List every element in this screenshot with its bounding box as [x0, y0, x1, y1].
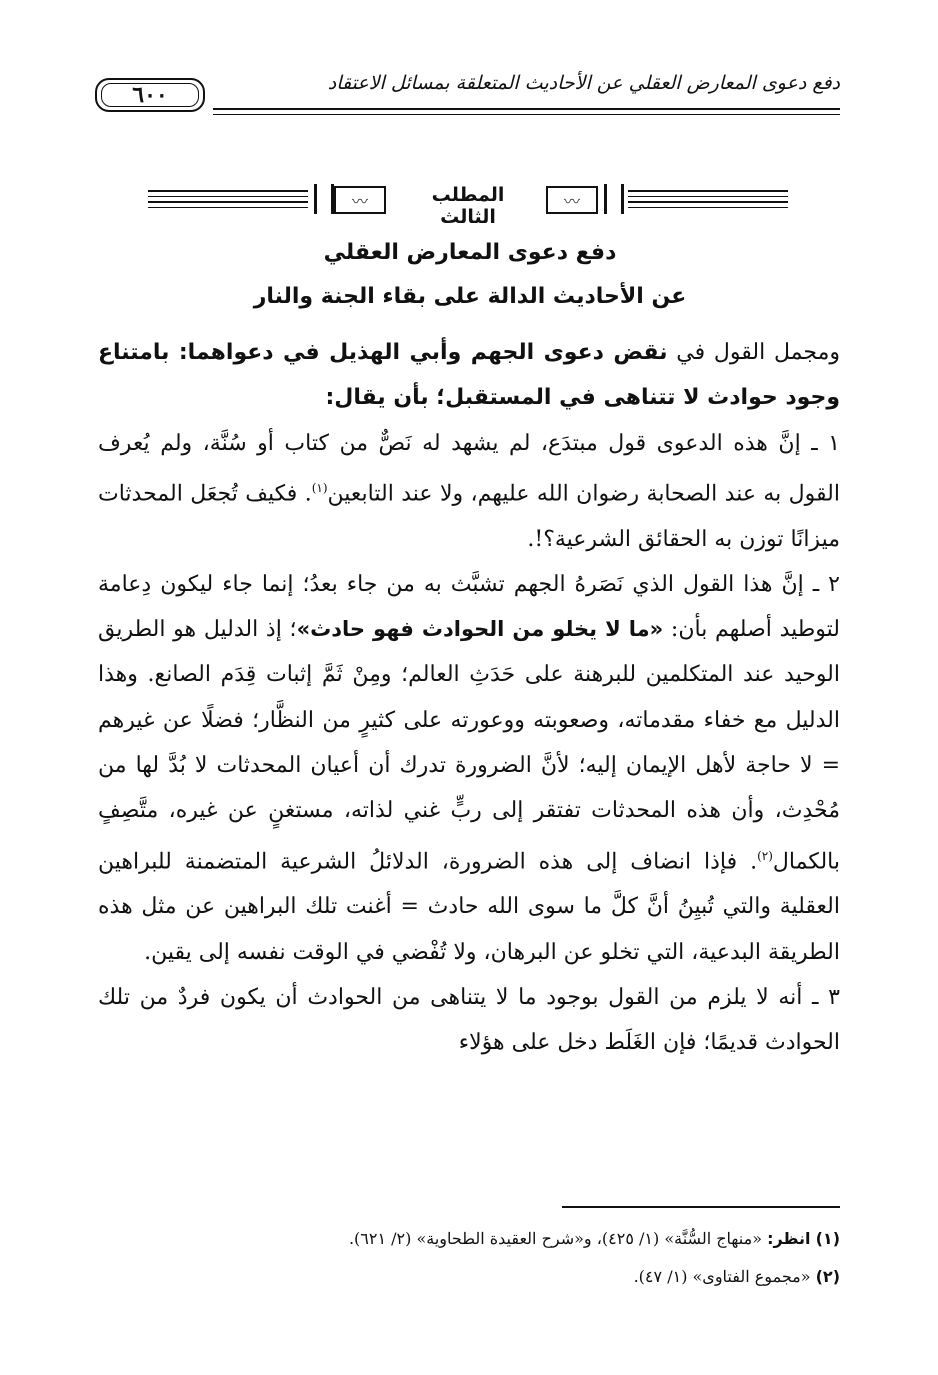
running-header: [95, 70, 840, 130]
footnote-ref[interactable]: (٢): [757, 848, 773, 863]
paragraph-3: ٣ ـ أنه لا يلزم من القول بوجود ما لا يتناهى من الحوادث أن يكون فردٌ من تلك الحوادث قديمًا؛ فإن الغَلَط دخل على هؤلاء: [98, 984, 840, 1056]
section-bars-left: [314, 184, 334, 214]
section-lines-right: [628, 190, 788, 212]
main-heading-line2: عن الأحاديث الدالة على بقاء الجنة والنار: [253, 284, 687, 309]
footnote-rule: [562, 1206, 840, 1208]
footnote-2: (٢) «مجموع الفتاوى» (١/ ٤٧).: [633, 1267, 840, 1286]
header-rule: [213, 108, 840, 110]
wave-ornament-icon: 〰: [334, 186, 386, 214]
section-lines-left: [148, 190, 308, 212]
main-heading-line1: دفع دعوى المعارض العقلي: [323, 240, 617, 265]
paragraph-2: ٢ ـ إنَّ هذا القول الذي نَصَرهُ الجهم تشبَّث به من جاء بعدُ؛ إنما جاء ليكون دِعامة لتوطيد أصلهم بأن: «ما لا يخلو من الحوادث فهو حادث»؛ إذ الدليل هو الطريق الوحيد عند المتكلمين للبرهنة على حَدَثِ العالم؛ ومِنْ ثَمَّ إثبات قِدَم الصانع. وهذا الدليل مع خفاء مقدماته، وصعوبته ووعورته على كثيرٍ من النظَّار؛ فضلًا عن غيرهم = لا حاجة لأهل الإيمان إليه؛ لأنَّ الضرورة تدرك أن أعيان المحدثات لا بُدَّ لها من مُحْدِث، وأن هذه المحدثات تفتقر إلى ربٍّ غني لذاته، مستغنٍ عن غيره، متَّصِفٍ بالكمال$^{(٢)}$. فإذا انضاف إلى هذه الضرورة، الدلائلُ الشرعية المتضمنة للبراهين العقلية والتي تُبيِنُ أنَّ كلَّ ما سوى الله حادث = أغنت تلك البراهين عن مثل هذه الطريقة البدعية، التي تخلو عن البرهان، ولا تُفْضي في الوقت نفسه إلى يقين.: [98, 571, 840, 965]
paragraph-1: ١ ـ إنَّ هذه الدعوى قول مبتدَع، لم يشهد له نَصٌّ من كتاب أو سُنَّة، ولم يُعرف القول به عند الصحابة رضوان الله عليهم، ولا عند التابعين$^{(١)}$. فكيف تُجعَل المحدثات ميزانًا توزن به الحقائق الشرعية؟!.: [98, 430, 840, 552]
intro-paragraph: ومجمل القول في نقض دعوى الجهم وأبي الهذيل في دعواهما: بامتناع وجود حوادث لا تتناهى في المستقبل؛ بأن يقال:: [98, 340, 840, 411]
footnote-1: (١) انظر: «منهاج السُّنَّة» (١/ ٤٢٥)، و«شرح العقيدة الطحاوية» (٢/ ٦٢١).: [348, 1229, 840, 1248]
page-number-box: [95, 78, 205, 112]
body-text: [98, 330, 840, 1065]
wave-ornament-icon: 〰: [546, 186, 598, 214]
page-number: ٦٠٠: [132, 82, 168, 108]
header-rule-thin: [213, 114, 840, 115]
section-bars-right: [604, 184, 624, 214]
running-header-title: دفع دعوى المعارض العقلي عن الأحاديث المتعلقة بمسائل الاعتقاد: [327, 72, 840, 94]
section-heading: [148, 184, 788, 228]
section-label: المطلب الثالث: [431, 184, 505, 228]
footnote-ref[interactable]: (١): [311, 480, 328, 495]
footnotes: [98, 1220, 840, 1296]
